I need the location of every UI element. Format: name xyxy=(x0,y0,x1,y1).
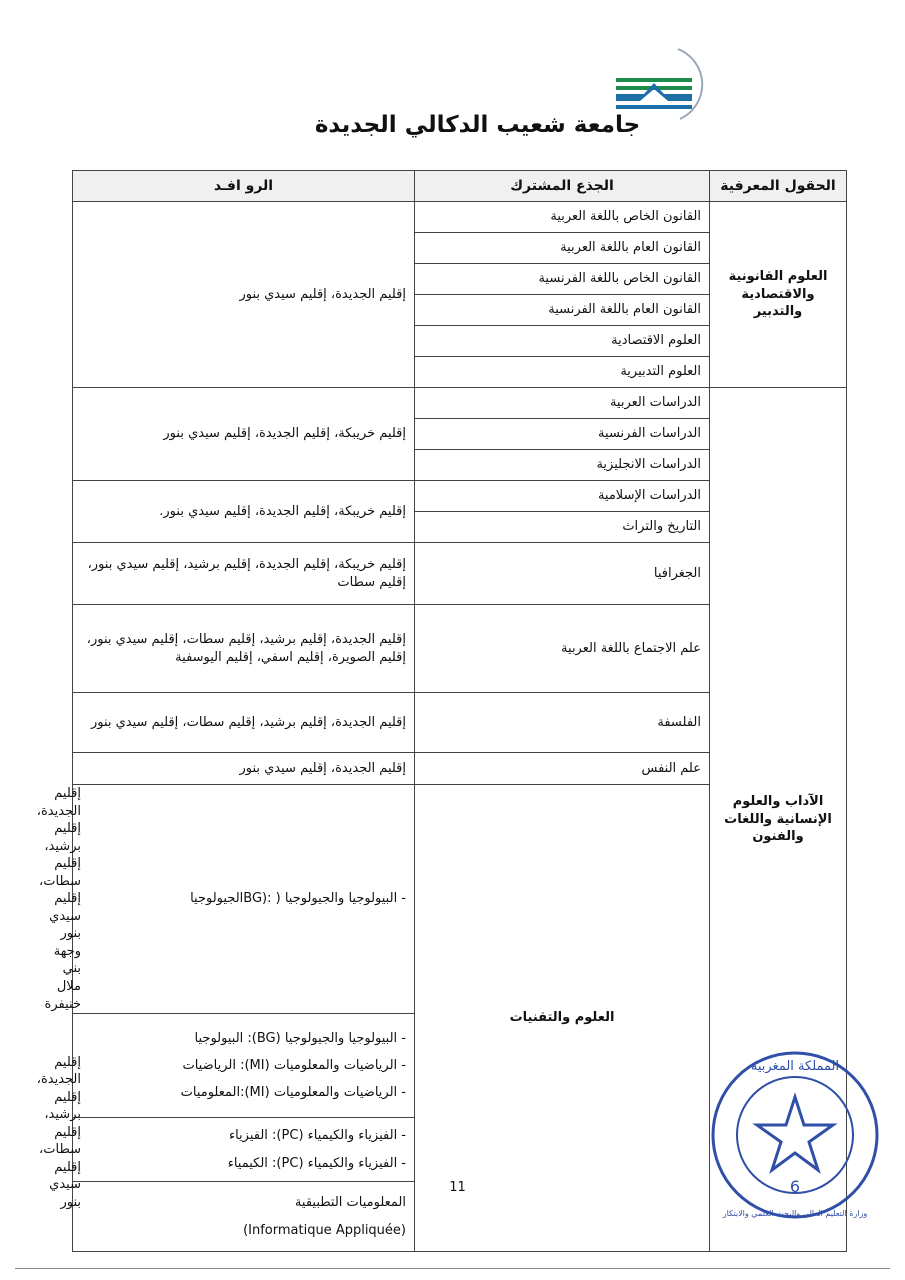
regions-cell: إقليم خريبكة، إقليم الجديدة، إقليم برشيد، إقليم سيدي بنور، إقليم سطات xyxy=(73,543,415,605)
table-row xyxy=(73,388,847,419)
regions-cell: إقليم الجديدة، إقليم سيدي بنور xyxy=(73,753,415,785)
subject-line: - الفيزياء والكيمياء (PC): الكيمياء xyxy=(227,1155,406,1171)
regions-cell: إقليم الجديدة، إقليم برشيد، إقليم سطات، إقليم سيدي بنور xyxy=(73,693,415,753)
seal-number: 6 xyxy=(789,1177,801,1196)
column-header-regions: الرو افـد xyxy=(73,171,415,202)
table-row: العلوم والتقنيات - البيولوجيا والجيولوجيا ( :(BGالجيولوجيا إقليم الجديدة، إقليم برشيد، إقليم سطات، إقليم سيدي بنور وجهة بني ملال خنيفرة xyxy=(73,785,847,1014)
regions-cell: إقليم خريبكة، إقليم الجديدة، إقليم سيدي بنور. xyxy=(73,481,415,543)
subject-cell: التاريخ والتراث xyxy=(415,512,710,543)
regions-cell: إقليم الجديدة، إقليم برشيد، إقليم سطات، إقليم سيدي بنور، إقليم الصويرة، إقليم اسفي، إقليم اليوسفية xyxy=(73,605,415,693)
field-law: العلوم القانونية والاقتصادية والتدبير xyxy=(710,202,847,388)
subject-cell: العلوم التدبيرية xyxy=(415,357,710,388)
subject-cell: الدراسات الفرنسية xyxy=(415,419,710,450)
regions-cell: إقليم خريبكة، إقليم الجديدة، إقليم سيدي بنور xyxy=(73,388,415,481)
field-letters: الآداب والعلوم الإنسانية واللغات والفنون xyxy=(710,388,847,1252)
subject-line: المعلوميات التطبيقية xyxy=(294,1195,406,1211)
subject-cell: علم الاجتماع باللغة العربية xyxy=(415,605,710,693)
subject-cell: الدراسات الإسلامية xyxy=(415,481,710,512)
regions-cell: إقليم الجديدة، إقليم سيدي بنور xyxy=(73,202,415,388)
subject-cell: القانون العام باللغة الفرنسية xyxy=(415,295,710,326)
subject-cell: القانون الخاص باللغة العربية xyxy=(415,202,710,233)
page-number: 11 xyxy=(449,1180,466,1195)
subject-cell: القانون العام باللغة العربية xyxy=(415,233,710,264)
subject-cell: علم النفس xyxy=(415,753,710,785)
subject-cell xyxy=(73,1014,415,1118)
table-row xyxy=(73,202,847,233)
field-sciences: العلوم والتقنيات xyxy=(415,785,710,1252)
subject-line-fr: (Informatique Appliquée) xyxy=(243,1222,406,1238)
subject-cell: العلوم الاقتصادية xyxy=(415,326,710,357)
subject-cell xyxy=(73,1118,415,1182)
university-name: جامعة شعيب الدكالي الجديدة xyxy=(314,112,641,138)
subject-line: - الفيزياء والكيمياء (PC): الفيزياء xyxy=(228,1128,406,1144)
subject-cell: الدراسات الانجليزية xyxy=(415,450,710,481)
subject-cell: الجغرافيا xyxy=(415,543,710,605)
subject-line: - الرياضيات والمعلوميات (MI):المعلوميات xyxy=(180,1085,406,1101)
subject-cell: القانون الخاص باللغة الفرنسية xyxy=(415,264,710,295)
column-header-core: الجذع المشترك xyxy=(415,171,710,202)
subject-cell: الدراسات العربية xyxy=(415,388,710,419)
subject-cell: - البيولوجيا والجيولوجيا ( :(BGالجيولوجيا xyxy=(73,785,415,1014)
seal-text-bottom: وزارة التعليم العالي والبحث العلمي والابتكار xyxy=(722,1209,868,1218)
ministry-seal-icon xyxy=(702,1042,888,1228)
seal-text-top: المملكة المغربية xyxy=(750,1059,840,1074)
table-header-row xyxy=(73,171,847,202)
subject-line: - الرياضيات والمعلوميات (MI): الرياضيات xyxy=(182,1057,406,1073)
subject-line: - البيولوجيا والجيولوجيا (BG): البيولوجيا xyxy=(194,1030,406,1046)
subject-cell: الفلسفة xyxy=(415,693,710,753)
table-row: - البيولوجيا والجيولوجيا (BG): البيولوجيا - الرياضيات والمعلوميات (MI): الرياضيات - الرياضيات والمعلوميات (MI):المعلوميات إقليم الجديدة، إقليم برشيد، إقليم سطات، إقليم سيدي بنور xyxy=(73,1014,847,1118)
footer-divider xyxy=(15,1268,890,1269)
column-header-field: الحقول المعرفية xyxy=(710,171,847,202)
